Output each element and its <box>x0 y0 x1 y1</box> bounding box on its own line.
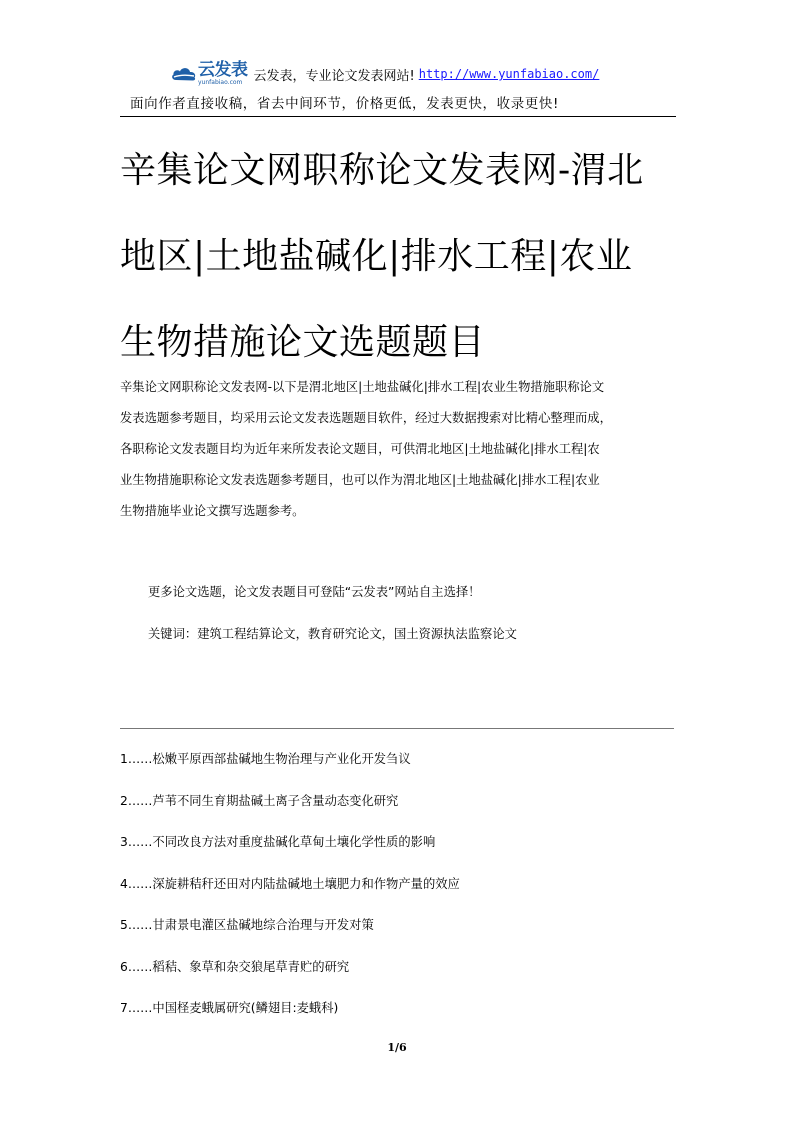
list-item: 7……中国柽麦蛾属研究(鳞翅目:麦蛾科) <box>120 1001 339 1015</box>
intro-line: 辛集论文网职称论文发表网-以下是渭北地区|土地盐碱化|排水工程|农业生物措施职称论文 <box>120 380 605 394</box>
logo-name: 云发表 <box>198 60 248 80</box>
intro-line: 发表选题参考题目，均采用云论文发表选题题目软件，经过大数据搜索对比精心整理而成， <box>120 411 612 425</box>
page-title <box>120 128 680 386</box>
site-slogan: 面向作者直接收稿，省去中间环节，价格更低，发表更快，收录更快! <box>130 96 560 112</box>
cloud-logo-icon <box>170 64 198 84</box>
title-line: 辛集论文网职称论文发表网-渭北 <box>120 150 644 191</box>
site-url-link[interactable]: http://www.yunfabiao.com/ <box>418 67 600 81</box>
site-logo[interactable] <box>170 62 248 86</box>
list-item: 5……甘肃景电灌区盐碱地综合治理与开发对策 <box>120 918 374 932</box>
topic-list <box>120 748 460 1039</box>
list-item: 3……不同改良方法对重度盐碱化草甸土壤化学性质的影响 <box>120 835 436 849</box>
list-item: 2……芦苇不同生育期盐碱土离子含量动态变化研究 <box>120 793 399 808</box>
list-item: 4……深旋耕秸秆还田对内陆盐碱地土壤肥力和作物产量的效应 <box>120 876 460 891</box>
site-tagline: 云发表，专业论文发表网站! <box>253 68 415 84</box>
intro-line: 生物措施毕业论文撰写选题参考。 <box>120 504 305 518</box>
list-item: 6……稻秸、象草和杂交狼尾草青贮的研究 <box>120 959 350 974</box>
header-brand-line <box>170 62 599 86</box>
intro-line: 各职称论文发表题目均为近年来所发表论文题目，可供渭北地区|土地盐碱化|排水工程|农 <box>120 442 600 456</box>
list-item: 1……松嫩平原西部盐碱地生物治理与产业化开发刍议 <box>120 752 411 766</box>
title-line: 生物措施论文选题题目 <box>120 322 486 363</box>
page-number: 1/6 <box>387 1041 407 1054</box>
more-topics-note: 更多论文选题，论文发表题目可登陆“云发表”网站自主选择！ <box>148 585 481 599</box>
list-divider <box>120 728 674 729</box>
logo-domain: yunfabiao.com <box>198 79 243 86</box>
page-header <box>120 56 676 116</box>
title-line: 地区|土地盐碱化|排水工程|农业 <box>120 236 633 277</box>
intro-paragraph <box>120 372 680 527</box>
intro-line: 业生物措施职称论文发表选题参考题目，也可以作为渭北地区|土地盐碱化|排水工程|农业 <box>120 473 600 487</box>
keywords-line: 关键词：建筑工程结算论文，教育研究论文，国土资源执法监察论文 <box>148 627 517 641</box>
header-divider <box>120 116 676 117</box>
